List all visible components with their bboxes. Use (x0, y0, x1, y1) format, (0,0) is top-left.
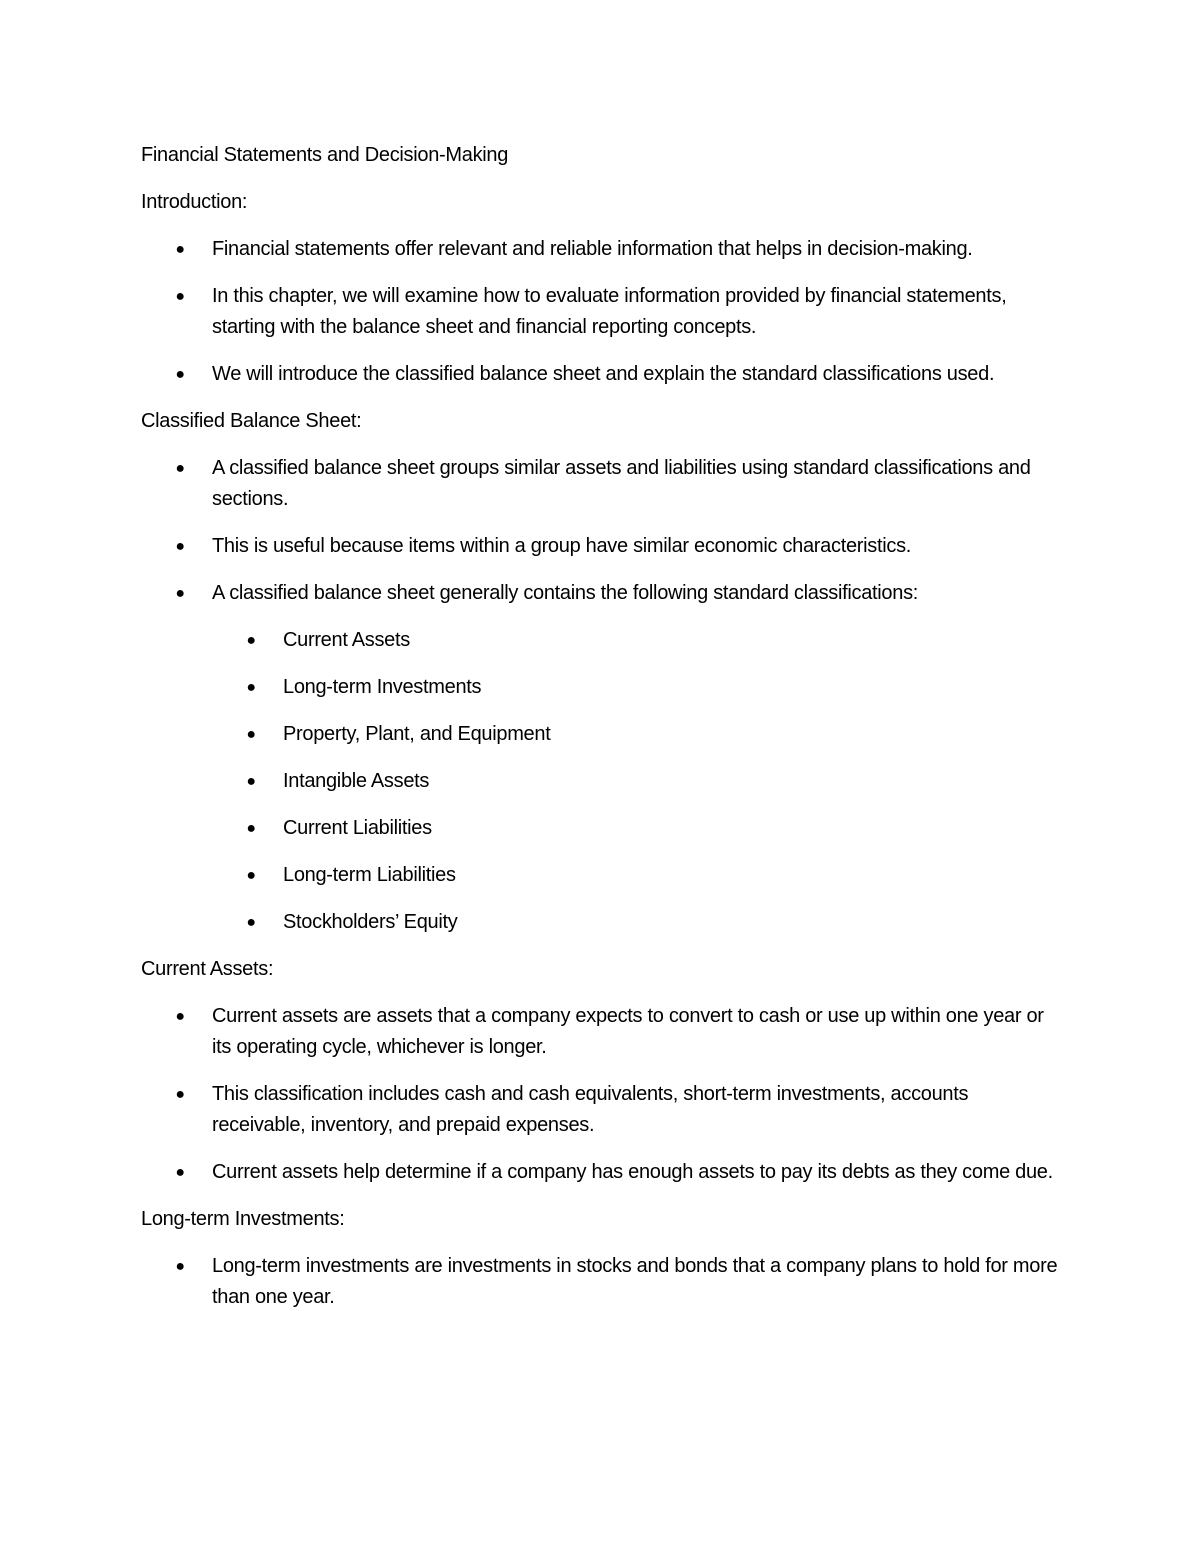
sub-list-item-text: Intangible Assets (283, 770, 430, 792)
list-item (141, 1251, 1061, 1313)
list-item (141, 1001, 1061, 1063)
classified-balance-sheet-list (141, 453, 1061, 609)
bullet-icon: ● (175, 1164, 185, 1181)
section-heading-long-term-investments: Long-term Investments: (141, 1208, 345, 1230)
bullet-icon: ● (246, 773, 256, 790)
list-item (141, 1079, 1061, 1141)
section-heading-current-assets: Current Assets: (141, 958, 274, 980)
list-item (141, 359, 1061, 390)
bullet-icon: ● (175, 538, 185, 555)
list-item (141, 234, 1061, 265)
list-item (141, 281, 1061, 343)
list-item-text: A classified balance sheet generally contains the following standard classifications: (212, 582, 919, 604)
sub-list-item (141, 907, 1061, 938)
list-item-text: We will introduce the classified balance sheet and explain the standard classifications used. (212, 363, 995, 385)
sub-list-item (141, 719, 1061, 750)
bullet-icon: ● (175, 1008, 185, 1025)
sub-list-item (141, 813, 1061, 844)
bullet-icon: ● (175, 460, 185, 477)
bullet-icon: ● (175, 366, 185, 383)
sub-list-item (141, 672, 1061, 703)
sub-list-item (141, 625, 1061, 656)
bullet-icon: ● (246, 632, 256, 649)
bullet-icon: ● (175, 241, 185, 258)
list-item-text: Long-term investments are investments in stocks and bonds that a company plans to hold for more than one year. (212, 1255, 1058, 1308)
bullet-icon: ● (246, 679, 256, 696)
list-item-text: In this chapter, we will examine how to evaluate information provided by financial statements, starting with the balance sheet and financial reporting concepts. (212, 285, 1007, 338)
standard-classifications-list (141, 625, 1061, 938)
bullet-icon: ● (246, 867, 256, 884)
bullet-icon: ● (246, 820, 256, 837)
current-assets-list (141, 1001, 1061, 1188)
bullet-icon: ● (175, 585, 185, 602)
list-item-text: A classified balance sheet groups similar assets and liabilities using standard classifications and sections. (212, 457, 1031, 510)
bullet-icon: ● (175, 1086, 185, 1103)
sub-list-item (141, 860, 1061, 891)
list-item-text: Financial statements offer relevant and reliable information that helps in decision-making. (212, 238, 973, 260)
sub-list-item-text: Current Assets (283, 629, 410, 651)
section-heading-introduction: Introduction: (141, 191, 248, 213)
list-item-text: This classification includes cash and cash equivalents, short-term investments, accounts receivable, inventory, and prepaid expenses. (212, 1083, 969, 1136)
sub-list-item (141, 766, 1061, 797)
bullet-icon: ● (246, 726, 256, 743)
list-item-text: This is useful because items within a group have similar economic characteristics. (212, 535, 912, 557)
list-item (141, 531, 1061, 562)
list-item-text: Current assets are assets that a company expects to convert to cash or use up within one year or its operating cycle, whichever is longer. (212, 1005, 1044, 1058)
sub-list-item-text: Current Liabilities (283, 817, 432, 839)
list-item (141, 1157, 1061, 1188)
section-heading-classified-balance-sheet: Classified Balance Sheet: (141, 410, 362, 432)
sub-list-item-text: Stockholders’ Equity (283, 911, 458, 933)
list-item (141, 578, 1061, 609)
document-body (141, 140, 1061, 1329)
sub-list-item-text: Property, Plant, and Equipment (283, 723, 551, 745)
list-item (141, 453, 1061, 515)
bullet-icon: ● (246, 914, 256, 931)
introduction-list (141, 234, 1061, 390)
sub-list-item-text: Long-term Investments (283, 676, 482, 698)
long-term-investments-list (141, 1251, 1061, 1313)
list-item-text: Current assets help determine if a company has enough assets to pay its debts as they come due. (212, 1161, 1053, 1183)
bullet-icon: ● (175, 1258, 185, 1275)
document-title: Financial Statements and Decision-Making (141, 144, 509, 166)
bullet-icon: ● (175, 288, 185, 305)
sub-list-item-text: Long-term Liabilities (283, 864, 456, 886)
